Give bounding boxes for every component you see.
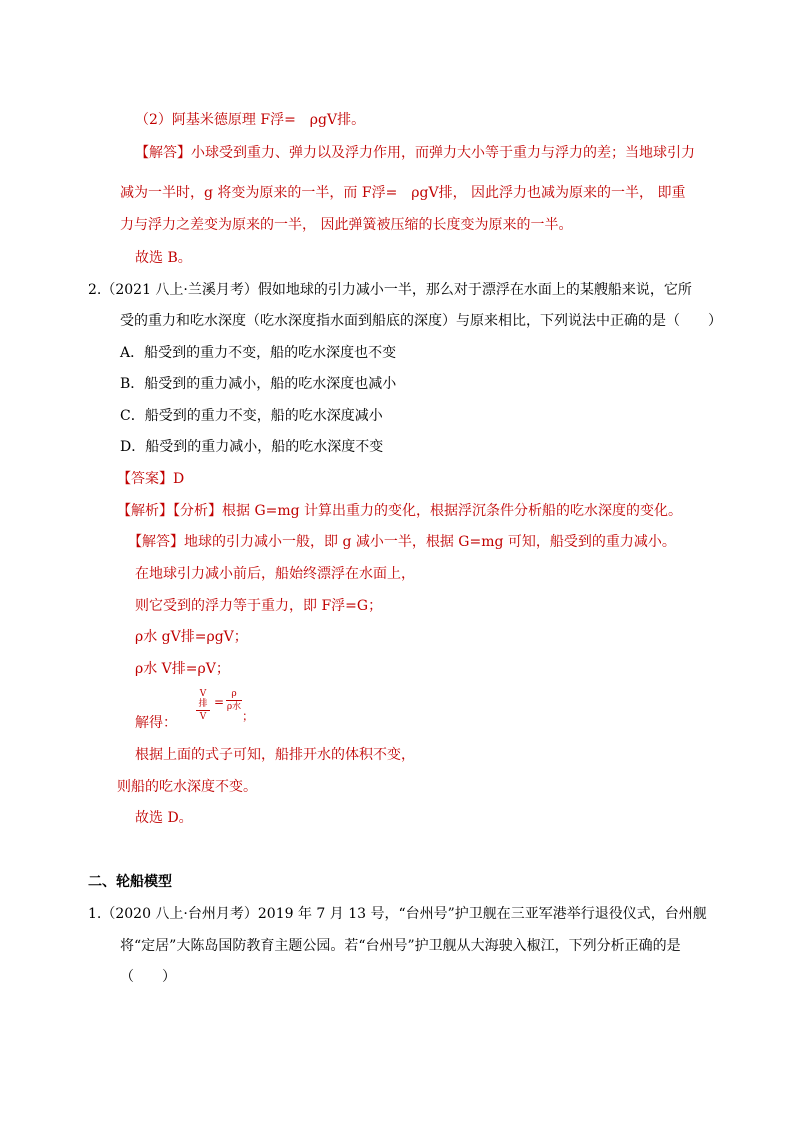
answer-choice-d: 故选 D。 <box>135 810 193 826</box>
solution-line-3: 力与浮力之差变为原来的一半， 因此弹簧被压缩的长度变为原来的一半。 <box>120 217 573 233</box>
question-1-stem-3: （ ） <box>120 969 176 985</box>
archimedes-principle: （2）阿基米德原理 F浮= ρgV排。 <box>135 112 366 128</box>
formula-lhs-numerator: V排 <box>198 689 208 709</box>
solution-detail-3: 则它受到的浮力等于重力，即 F浮=G； <box>135 598 383 614</box>
formula-rhs-denominator: ρ水 <box>226 702 242 712</box>
solve-label: 解得： <box>135 715 177 731</box>
option-b: B．船受到的重力减小，船的吃水深度也减小 <box>120 376 397 392</box>
question-1-stem-2: 将“定居”大陈岛国防教育主题公园。若“台州号”护卫舰从大海驶入椒江，下列分析正确的是 <box>120 938 681 954</box>
solution-line-2: 减为一半时，g 将变为原来的一半，而 F浮= ρgV排， 因此浮力也减为原来的一半， 即重 <box>120 185 686 201</box>
formula-rhs-numerator: ρ <box>231 689 237 699</box>
analysis-line: 【解析】【分析】根据 G=mg 计算出重力的变化，根据浮沉条件分析船的吃水深度的变化。 <box>117 503 683 519</box>
option-c: C．船受到的重力不变，船的吃水深度减小 <box>120 408 383 424</box>
formula-equals: = <box>214 695 225 709</box>
solution-detail-6: 根据上面的式子可知，船排开水的体积不变， <box>135 747 415 763</box>
option-a: A．船受到的重力不变，船的吃水深度也不变 <box>120 345 397 361</box>
option-d: D．船受到的重力减小，船的吃水深度不变 <box>120 439 384 455</box>
formula-semicolon: ； <box>242 709 255 723</box>
solution-detail-1: 【解答】地球的引力减小一般，即 g 减小一半，根据 G=mg 可知，船受到的重力减小。 <box>128 534 676 550</box>
answer-label: 【答案】D <box>117 471 185 487</box>
solution-detail-7: 则船的吃水深度不变。 <box>117 779 257 795</box>
section-heading: 二、轮船模型 <box>88 874 172 890</box>
solution-detail-4: ρ水 gV排=ρgV； <box>135 629 248 645</box>
ratio-formula <box>196 689 266 729</box>
question-2-stem-2: 受的重力和吃水深度（吃水深度指水面到船底的深度）与原来相比，下列说法中正确的是（ ） <box>120 313 722 329</box>
question-1-stem-1: 1.（2020 八上·台州月考）2019 年 7 月 13 号，“台州号”护卫舰在三亚军港举行退役仪式，台州舰 <box>88 906 707 922</box>
formula-lhs-bar <box>196 710 210 711</box>
formula-lhs-denominator: V <box>199 712 207 722</box>
question-2-stem-1: 2.（2021 八上·兰溪月考）假如地球的引力减小一半，那么对于漂浮在水面上的某艘船来说，它所 <box>88 282 692 298</box>
solution-detail-2: 在地球引力减小前后，船始终漂浮在水面上， <box>135 566 415 582</box>
formula-rhs-bar <box>226 700 242 701</box>
answer-choice-b: 故选 B。 <box>135 250 192 266</box>
solution-detail-5: ρ水 V排=ρV； <box>135 661 230 677</box>
solution-line-1: 【解答】小球受到重力、弹力以及浮力作用，而弹力大小等于重力与浮力的差；当地球引力 <box>135 145 695 161</box>
